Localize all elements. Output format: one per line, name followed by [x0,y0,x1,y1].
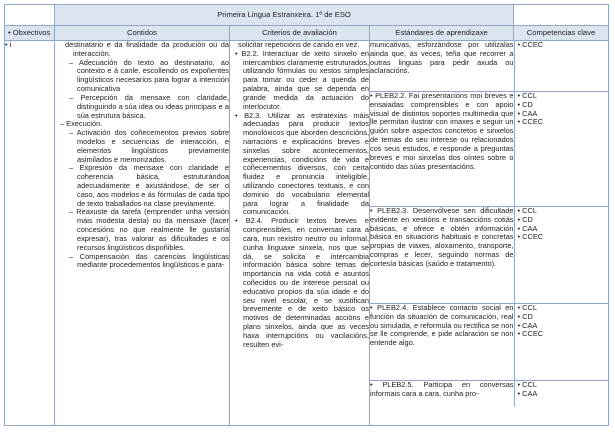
standard-row [370,92,609,207]
competences-list [514,207,609,304]
competence-item: • CCL [517,206,537,215]
competence-item: • CCEC [517,329,544,339]
header-competences: Competencias clave [514,26,609,41]
competences-list [514,304,609,381]
competences-list [514,381,609,408]
content-item: – Expresión da mensaxe con claridade e coherencia básica, estruturándoa adecuadamente e axustándose, de ser o caso, aos modelos e ás fórmulas de cada tipo de texto traballados na clase previamente. [69,163,229,208]
criteria-cell [230,41,370,426]
standard-text: • PLEB2.5. Participa en conversas informais cara a cara, cunha pro- [370,381,514,408]
competence-item: • CCL [517,91,537,100]
title-row [5,5,609,26]
content-item: – Activación dos coñecementos previos sobre modelos e secuencias de interacción, e elementos lingüísticos previamente asimilados e memorizados. [69,128,229,164]
curriculum-table [4,4,609,426]
competence-item: • CAA [517,388,538,398]
standards-subtable [370,41,609,407]
standard-row [370,41,609,92]
criterion-item: • B2.2. Interactuar de xeito sinxelo en intercambios claramente estruturados, utilizando fórmulas ou xestos simples para tomar ou ceder a quenda de palabra, ainda que se dependa en grande medida da actuación do interlocutor. [235,48,369,111]
competence-item: • CD [517,99,533,109]
header-objectives: • Obxectivos [5,26,55,41]
competence-item: • CCL [517,303,537,312]
content-item: – Adecuación do texto ao destinatario, ao contexto e á canle, escollendo os expoñentes lingüísticos necesarios para lograr a intención comunicativa [69,57,229,94]
competence-item: • CCEC [517,232,544,242]
header-contents: Contidos [55,26,230,41]
criterion-item: • B2.4. Producir textos breves e comprensibles, en conversas cara a cara, nun rexistro neutro ou informal, cunha linguaxe sinxela, nos que se dá, se solicita e intercambia información básica sobre temas de importancia na vida cotiá e asuntos coñecidos ou de interese persoal ou educativo propios da súa idade e do seu nivel escolar, e se xustifican brevemente e de xeito básico os motivos de determinadas accións e plans sinxelos, ainda que as veces haxa interrupcións ou vacilacións, resulten evi- [235,216,369,349]
content-item: – Compensación das carencias lingüísticas mediante procedementos lingüísticos e para- [69,251,229,270]
competence-item: • CCEC [517,117,544,127]
title-spacer [5,5,55,26]
standard-row [370,207,609,304]
criterion-item: • B2.3. Utilizar as estratexias máis adecuadas para producir textos monolóxicos que aborden descricións, narracións e explicacións breves e sinxelas sobre acontecementos, experiencias, condicións de vida e coñecementos diversos, con certa fluidez e pronuncia inteligible, utilizando conectores textuais, e con dominio do vocabulario elemental para lograr a finalidade da comunicación. [235,110,369,217]
standard-text: municativas, esforzándose por utilizalas ainda que, ás veces, teña que recorrer a outras linguas para pedir axuda ou aclaracións. [370,41,514,92]
contents-cell [55,41,230,426]
competence-item: • CD [517,214,533,224]
standard-text: • PLEB2.2. Fai presentacións moi breves e ensaiadas comprensibles e con apoio visual de distintos soportes multimedia que lle permitan ilustrar con imaxes e seguir un guión sobre aspectos concretos e sinxelos de temas do seu interese ou relacionados cos seus estudos, e responde a preguntas breves e moi sinxelas dos oíntes sobre o contido das súas presentacións. [370,92,514,207]
competence-item: • CAA [517,223,538,233]
standard-row [370,381,609,408]
objectives-cell [5,41,55,426]
competence-item: • CAA [517,320,538,330]
title-spacer-right [514,5,609,26]
standard-text: • PLEB2.4. Establece contacto social en función da situación de comunicación, real ou simulada, e reformula ou rectifica se non se lle comprende, e pide aclaración se non entende algo. [370,304,514,381]
standard-row [370,304,609,381]
standards-block [370,41,609,426]
competence-item: • CCEC [517,40,544,49]
competences-list [514,92,609,207]
competence-item: • CAA [517,108,538,118]
standard-text: • PLEB2.3. Desenvólvese sen dificultade evidente en xestións e transaccións cotiás básicas, e ofrece e obtén información básica en situacións habituais e concretas propias de viaxes, aloxamento, transporte, compras e lecer, seguindo normas de cortesía básicas (saúdo e tratamento). [370,207,514,304]
competences-list [514,41,609,92]
header-standards: Estándares de aprendizaxe [370,26,514,41]
content-item: – Percepción da mensaxe con claridade, distinguindo a súa idea ou ideas principais e a súa estrutura básica. [69,92,229,120]
objective-item: • i [5,40,12,49]
criterion-item: solicitar repeticións de cando en vez. [238,40,360,49]
content-item: – Execución. [60,119,103,129]
competence-item: • CD [517,311,533,321]
header-row [5,26,609,41]
table-title: Primeira Lingua Estranxeira. 1º de ESO [55,5,514,26]
header-criteria: Criterios de avaliación [230,26,370,41]
competence-item: • CCL [517,380,537,389]
content-item: – Reaxuste da tarefa (emprender unha versión máis modesta desta) ou da mensaxe (facer concesións no que realmente lle gustaría expresar), tras valorar as dificultades e os recursos lingüísticos dispoñibles. [69,207,229,252]
content-item: destinatario e da finalidade da produción ou da interacción. [65,40,229,58]
content-row [5,41,609,426]
